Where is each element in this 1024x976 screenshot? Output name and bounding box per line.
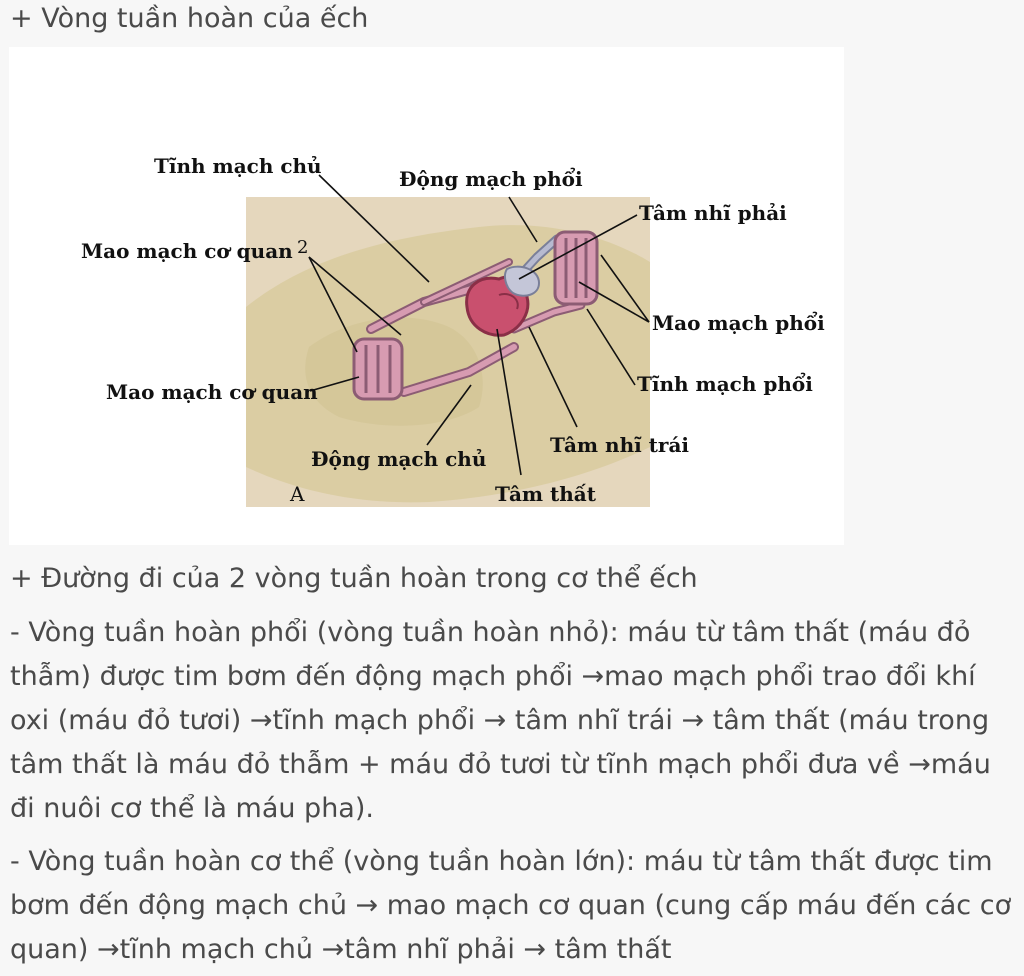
label-tinh-mach-phoi: Tĩnh mạch phổi [637, 372, 813, 396]
label-mao-mach-co-quan-bottom: Mao mạch cơ quan [106, 380, 318, 404]
label-panel-letter: A [290, 482, 305, 506]
label-dong-mach-phoi: Động mạch phổi [399, 167, 583, 191]
paragraph-systemic-circulation: - Vòng tuần hoàn cơ thể (vòng tuần hoàn lớn): máu từ tâm thất được tim bơm đến động mạch chủ → mao mạch cơ quan (cung cấp máu đến các cơ quan) →tĩnh mạch chủ →tâm nhĩ phải → tâm thất [10, 846, 1012, 965]
section-title: + Vòng tuần hoàn của ếch [10, 3, 369, 34]
label-tinh-mach-chu: Tĩnh mạch chủ [154, 154, 322, 178]
label-tam-nhi-trai: Tâm nhĩ trái [550, 433, 690, 457]
lung-capillaries [555, 232, 597, 304]
circulation-diagram [9, 47, 844, 545]
subtitle: + Đường đi của 2 vòng tuần hoàn trong cơ thể ếch [10, 563, 698, 594]
organ-capillaries [354, 339, 402, 399]
label-tam-nhi-phai: Tâm nhĩ phải [639, 201, 787, 225]
label-number-2: 2 [297, 237, 309, 258]
label-mao-mach-co-quan-top: Mao mạch cơ quan [81, 239, 293, 263]
paragraph-pulmonary-circulation: - Vòng tuần hoàn phổi (vòng tuần hoàn nhỏ): máu từ tâm thất (máu đỏ thẫm) được tim bơm đến động mạch phổi →mao mạch phổi trao đổi khí oxi (máu đỏ tươi) →tĩnh mạch phổi → tâm nhĩ trái → tâm thất (máu trong tâm thất là máu đỏ thẫm + máu đỏ tươi từ tĩnh mạch phổi đưa về →máu đi nuôi cơ thể là máu pha). [10, 617, 991, 824]
label-dong-mach-chu: Động mạch chủ [311, 447, 487, 471]
label-mao-mach-phoi: Mao mạch phổi [652, 311, 825, 335]
label-tam-that: Tâm thất [495, 482, 597, 506]
